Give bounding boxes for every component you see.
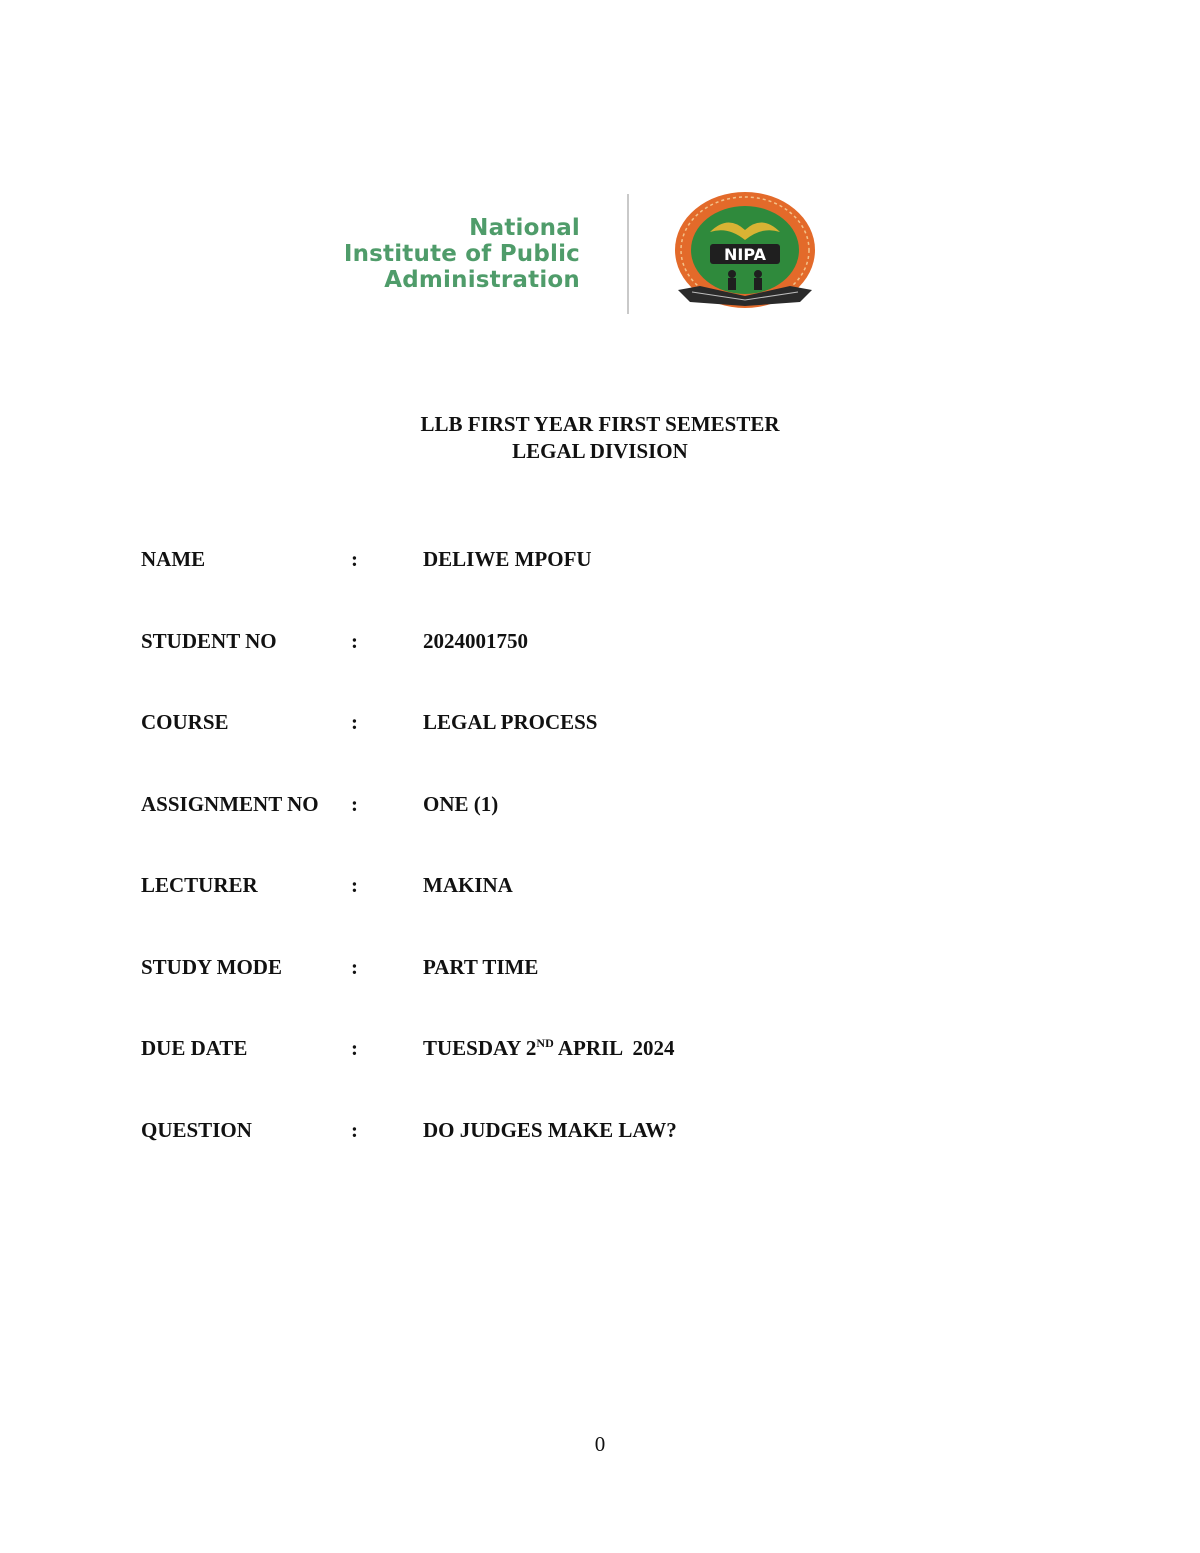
field-colon: :	[351, 547, 358, 571]
field-row-name	[141, 545, 1041, 627]
page-number: 0	[594, 1432, 606, 1456]
field-value: MAKINA	[423, 873, 513, 897]
field-row-lecturer	[141, 871, 1041, 953]
field-value: 2024001750	[423, 628, 528, 653]
logo-line-1: National	[469, 215, 580, 241]
field-colon: :	[351, 873, 358, 897]
field-label: NAME	[141, 547, 206, 571]
field-value: DO JUDGES MAKE LAW?	[423, 1117, 677, 1142]
field-colon: :	[351, 710, 358, 734]
field-row-assignment-no	[141, 790, 1041, 872]
field-value: ONE (1)	[423, 791, 499, 816]
field-row-student-no	[141, 627, 1041, 709]
program-title: LLB FIRST YEAR FIRST SEMESTER	[420, 412, 780, 436]
field-label: QUESTION	[141, 1117, 252, 1142]
field-row-question	[141, 1116, 1041, 1198]
field-label: LECTURER	[141, 873, 258, 897]
field-label: STUDENT NO	[141, 628, 277, 653]
logo-wordmark	[344, 215, 580, 293]
field-colon: :	[351, 628, 358, 653]
logo-line-2: Institute of Public	[343, 241, 580, 267]
nipa-emblem-icon	[670, 190, 820, 318]
field-label: DUE DATE	[141, 1036, 248, 1060]
field-label: COURSE	[141, 710, 229, 734]
field-value: LEGAL PROCESS	[423, 710, 598, 734]
logo-line-3: Administration	[384, 267, 580, 293]
due-date-suffix: APRIL 2024	[553, 1036, 675, 1060]
emblem-label: NIPA	[724, 245, 766, 264]
field-colon: :	[351, 954, 358, 979]
field-row-due-date	[141, 1034, 1041, 1116]
field-value: DELIWE MPOFU	[423, 547, 592, 571]
due-date-prefix: TUESDAY 2	[423, 1036, 537, 1060]
field-row-course	[141, 708, 1041, 790]
cover-details	[141, 545, 1041, 1197]
field-label: STUDY MODE	[141, 954, 282, 979]
due-date-ordinal: ND	[536, 1036, 554, 1050]
field-colon: :	[351, 1117, 358, 1142]
field-value: PART TIME	[423, 954, 539, 979]
field-row-study-mode	[141, 953, 1041, 1035]
field-colon: :	[351, 791, 358, 816]
field-label: ASSIGNMENT NO	[141, 791, 319, 816]
field-colon: :	[351, 1036, 358, 1060]
nipa-logo	[330, 190, 830, 320]
division-title: LEGAL DIVISION	[512, 439, 688, 463]
field-value	[423, 1034, 675, 1062]
logo-divider	[627, 194, 629, 314]
